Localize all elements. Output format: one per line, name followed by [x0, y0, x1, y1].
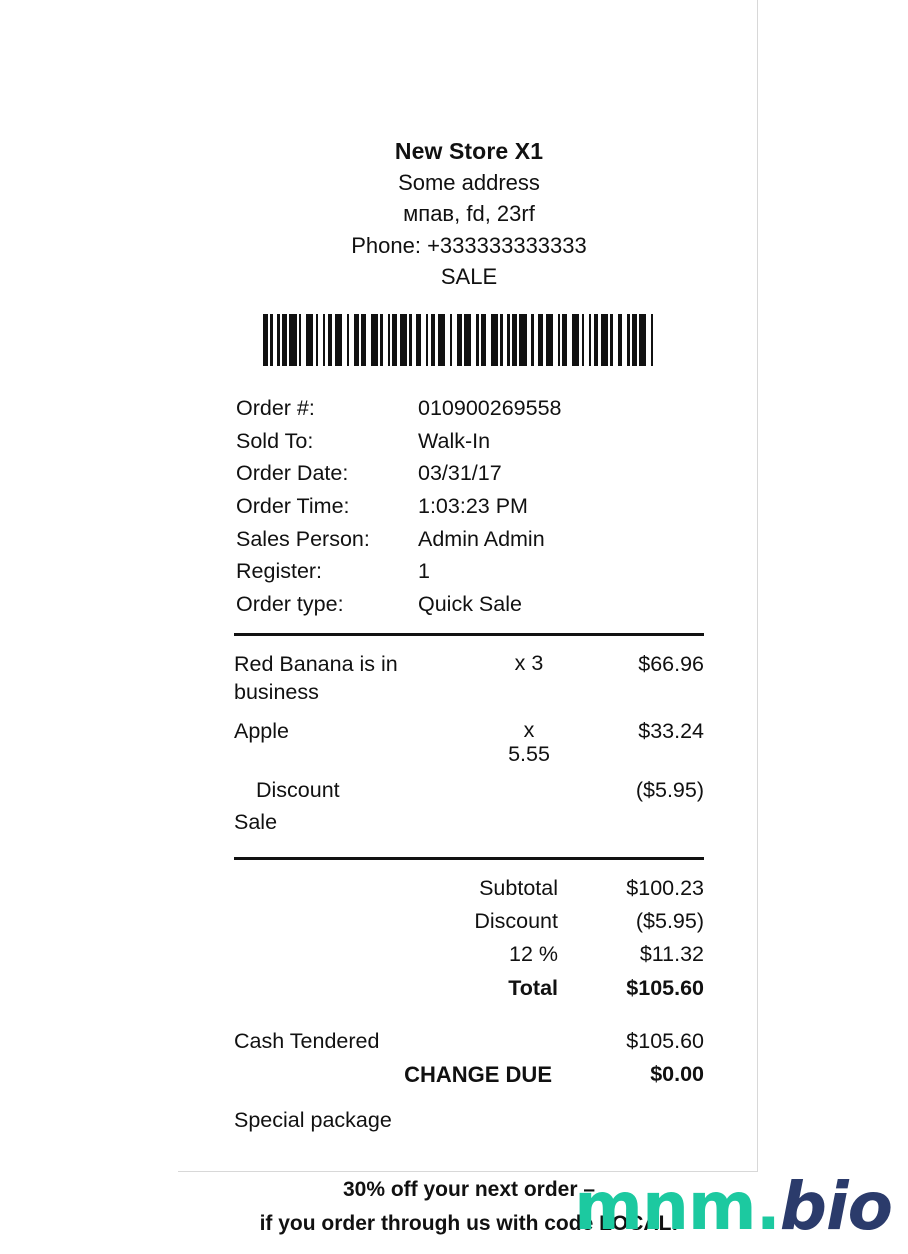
barcode-bar: [572, 314, 579, 366]
order-meta-label: Order Time:: [236, 494, 350, 518]
totals-label: 12 %: [508, 942, 558, 967]
totals-row: [234, 972, 704, 1005]
order-meta-label: Register:: [236, 559, 323, 584]
cash-tendered-label: Cash Tendered: [234, 1028, 380, 1053]
totals-amount: ($5.95): [635, 908, 704, 933]
barcode-bar: [335, 314, 342, 366]
watermark-logo: [574, 1168, 892, 1245]
totals-label: Subtotal: [479, 875, 558, 900]
order-meta-row: [236, 588, 704, 621]
store-header: [234, 0, 704, 292]
barcode-bar: [639, 314, 646, 366]
barcode-bar: [491, 314, 498, 366]
order-meta-value: 010900269558: [418, 395, 562, 420]
order-meta-value: Admin Admin: [418, 526, 545, 551]
barcode-bar: [289, 314, 296, 366]
totals-row: [234, 905, 704, 938]
line-item-name: Discount: [256, 777, 340, 802]
line-item-name: Red Banana is in business: [234, 651, 398, 704]
order-meta-value: 03/31/17: [418, 461, 502, 486]
sale-note: Sale: [234, 809, 278, 834]
order-meta-row: [236, 490, 704, 523]
cash-tendered-row: [234, 1025, 704, 1058]
totals-label: Total: [508, 975, 558, 1000]
line-item-row: [234, 711, 704, 770]
line-item-amount: $66.96: [638, 651, 704, 676]
order-meta-label: Sold To:: [236, 428, 314, 453]
store-name: New Store X1: [394, 138, 544, 164]
line-item-amount: ($5.95): [635, 777, 704, 802]
line-item-name: Apple: [234, 718, 289, 743]
store-address-line-2: мпав, fd, 23rf: [403, 201, 535, 227]
order-meta-label: Order Date:: [236, 461, 349, 486]
barcode-bar: [519, 314, 526, 366]
order-meta-row: [236, 523, 704, 556]
store-phone: Phone: +333333333333: [351, 232, 587, 258]
watermark-part-1: mnm: [574, 1168, 756, 1245]
order-meta-value: 1: [418, 559, 430, 584]
line-items-list: [234, 636, 704, 809]
line-item-row: [234, 770, 704, 809]
order-meta-value: Walk-In: [418, 428, 491, 453]
line-item-quantity: x 5.55: [508, 717, 550, 766]
watermark-part-2: bio: [779, 1168, 892, 1245]
barcode-bar: [651, 314, 653, 366]
order-meta-value: 1:03:23 PM: [418, 494, 528, 518]
totals-list: [234, 860, 704, 1005]
order-meta-row: [236, 392, 704, 425]
order-meta-row: [236, 425, 704, 458]
document-type: SALE: [440, 263, 498, 289]
cash-tendered-amount: $105.60: [626, 1028, 704, 1053]
change-due-amount: $0.00: [650, 1062, 704, 1087]
change-due-row: [234, 1058, 704, 1092]
barcode-bar: [400, 314, 407, 366]
totals-amount: $105.60: [626, 975, 704, 1000]
order-meta-label: Order type:: [236, 592, 344, 617]
order-meta-row: [236, 555, 704, 588]
line-item-quantity: x 3: [514, 650, 544, 675]
barcode-bar: [464, 314, 471, 366]
payment-section: [234, 1005, 704, 1092]
barcode-bar: [306, 314, 313, 366]
order-meta-label: Order #:: [236, 395, 315, 420]
totals-amount: $100.23: [626, 875, 704, 900]
barcode-image: [263, 314, 675, 366]
order-meta-row: [236, 457, 704, 490]
totals-row: [234, 938, 704, 971]
totals-amount: $11.32: [639, 942, 704, 967]
barcode-bar: [371, 314, 378, 366]
barcode-bar: [438, 314, 445, 366]
watermark-dot: .: [755, 1168, 780, 1245]
order-meta-list: [234, 392, 704, 621]
change-due-label: CHANGE DUE: [404, 1062, 552, 1088]
promo-line-2: if you order through us with code LOCAL!: [259, 1212, 679, 1236]
line-item-amount: $33.24: [638, 718, 704, 743]
totals-label: Discount: [474, 908, 558, 933]
barcode-wrap: [234, 314, 704, 366]
special-package-note: Special package: [234, 1108, 392, 1133]
promo-line-1: 30% off your next order –: [342, 1178, 596, 1202]
totals-row: [234, 872, 704, 905]
order-meta-value: Quick Sale: [418, 592, 522, 617]
barcode-bar: [546, 314, 553, 366]
barcode-bar: [601, 314, 608, 366]
store-address-line-1: Some address: [398, 170, 540, 196]
order-meta-label: Sales Person:: [236, 526, 370, 551]
line-item-row: [234, 644, 704, 711]
